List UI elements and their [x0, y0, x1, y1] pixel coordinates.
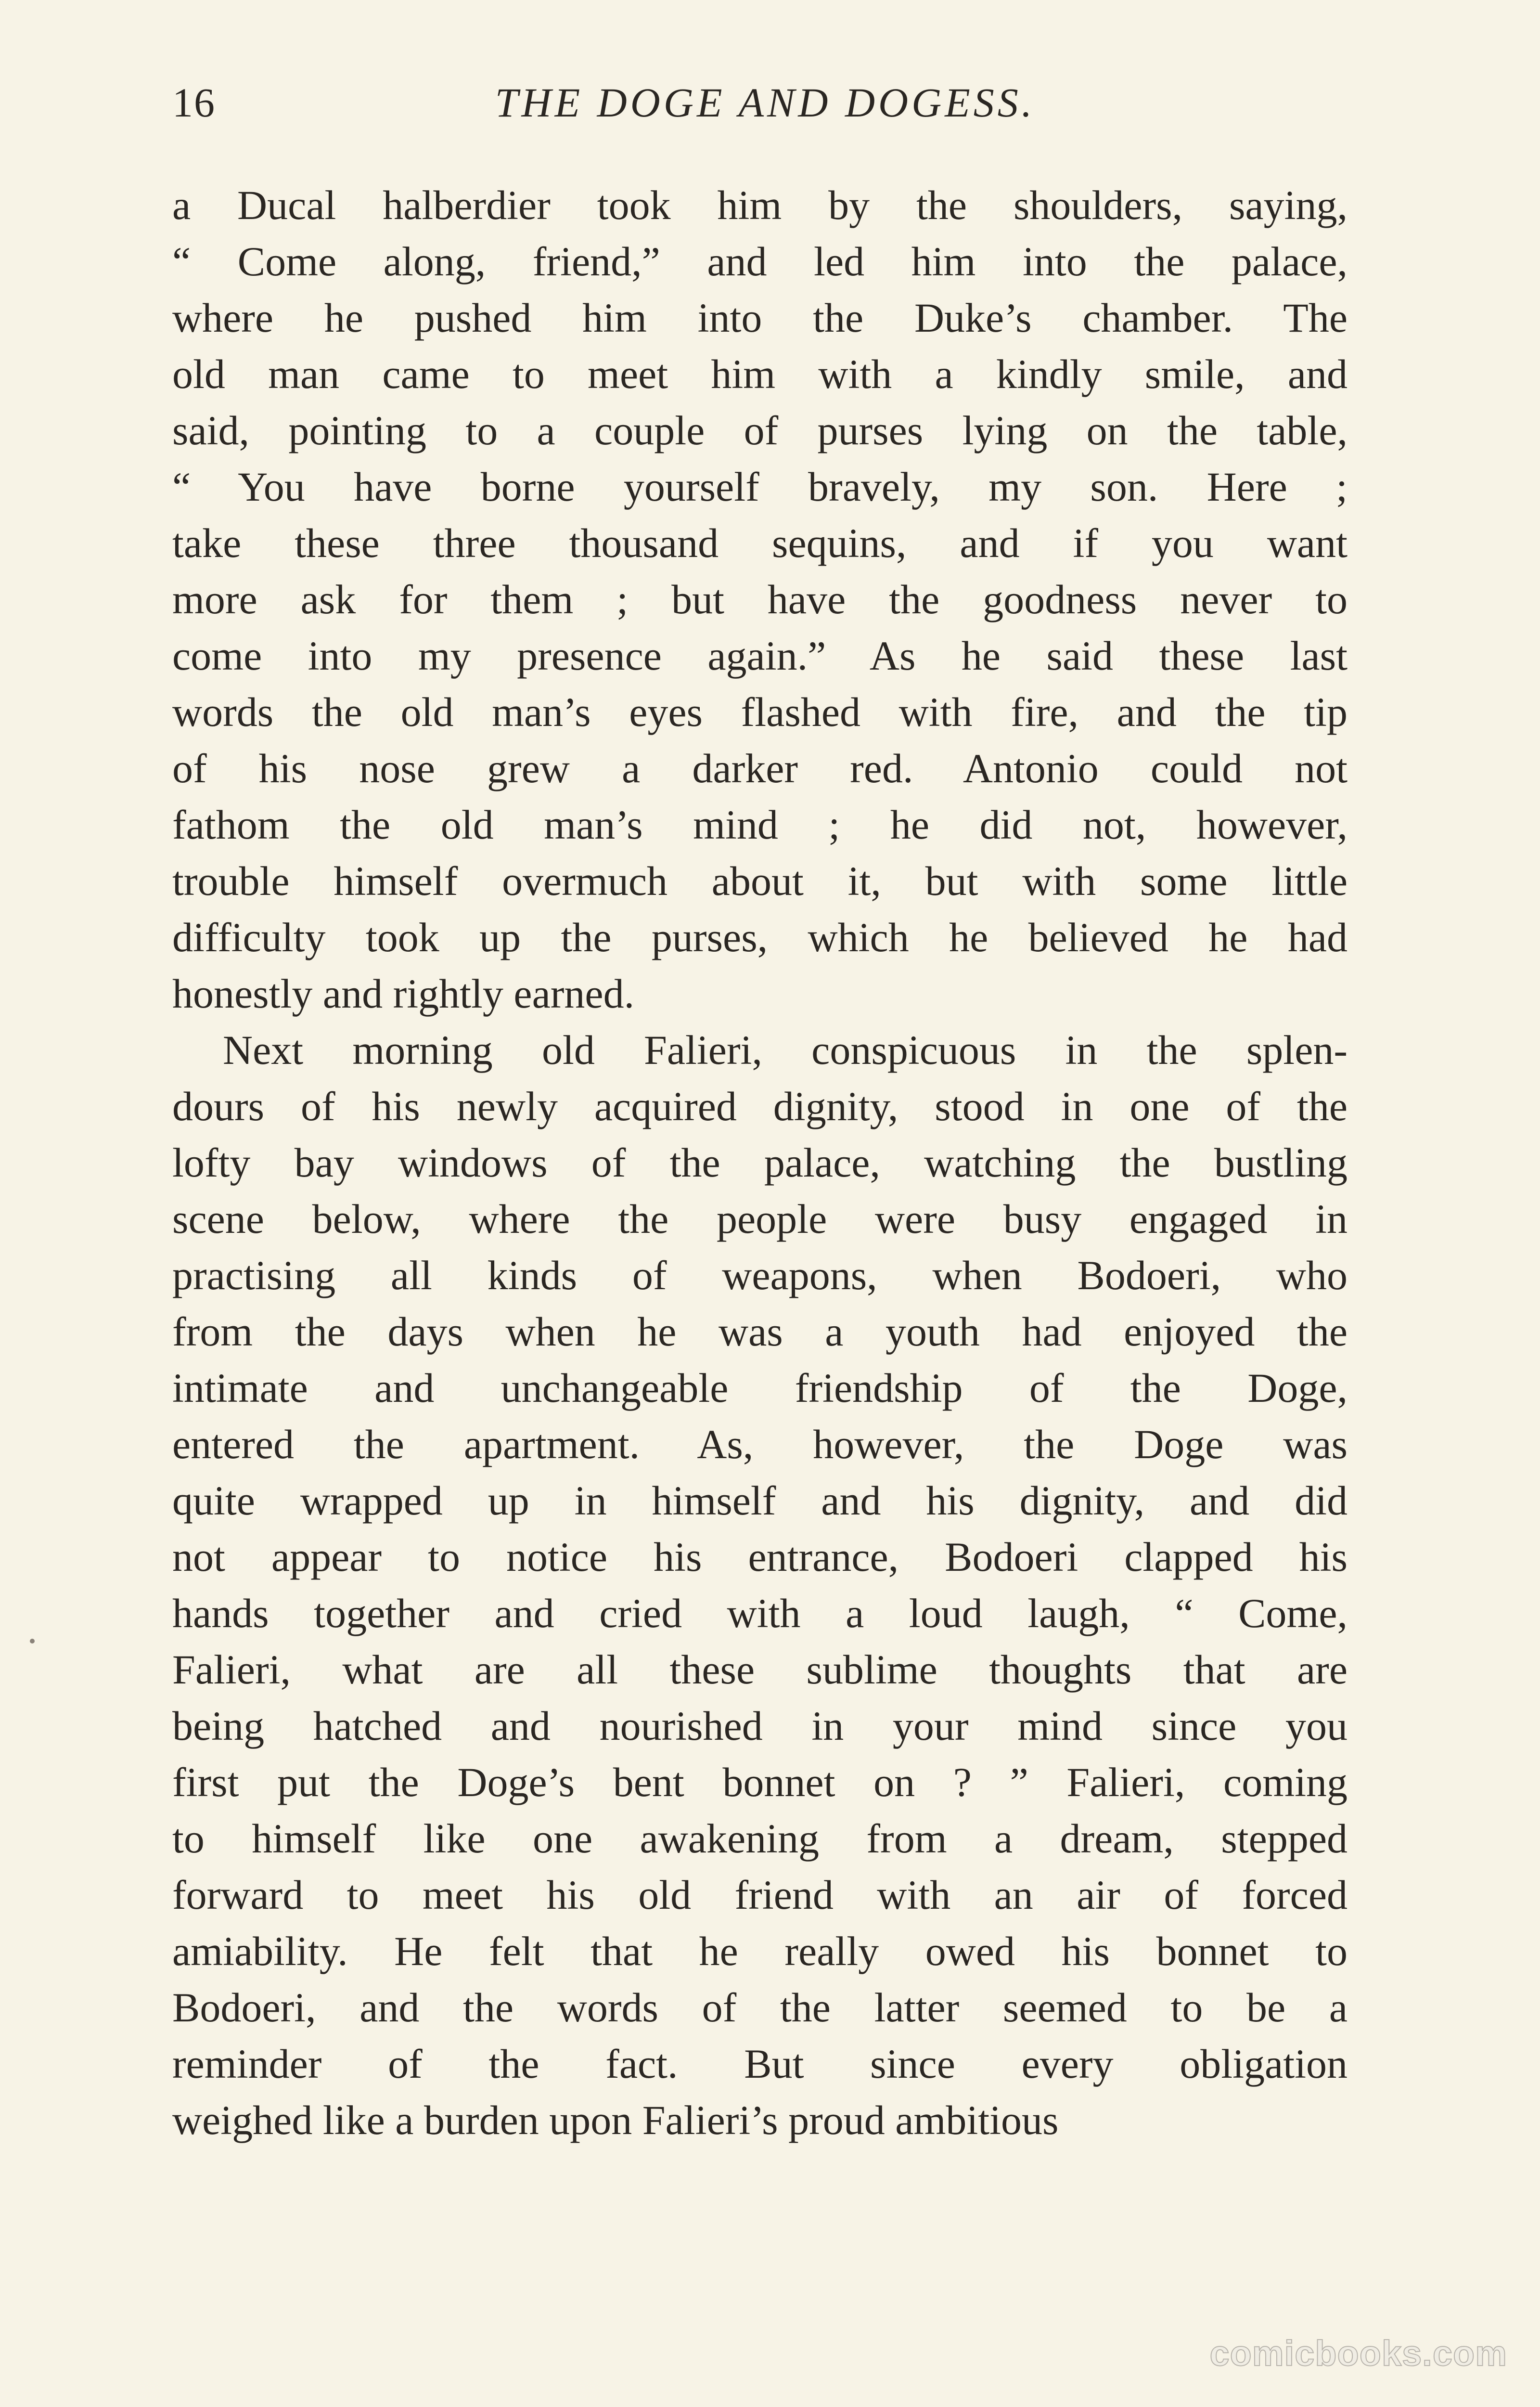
text-line: where he pushed him into the Duke’s chamber. The: [172, 295, 1348, 341]
paragraph: [172, 1022, 1348, 2148]
text-line: come into my presence again.” As he said these last: [172, 633, 1348, 679]
text-line: of his nose grew a darker red. Antonio could not: [172, 745, 1348, 791]
watermark: comicbooks.com: [1209, 2333, 1507, 2373]
text-line: trouble himself overmuch about it, but with some little: [172, 858, 1348, 904]
text-line: weighed like a burden upon Falieri’s proud ambitious: [172, 2097, 1059, 2143]
text-line: not appear to notice his entrance, Bodoeri clapped his: [172, 1534, 1348, 1580]
text-line: amiability. He felt that he really owed his bonnet to: [172, 1928, 1348, 1974]
text-line: “ You have borne yourself bravely, my son. Here ;: [172, 464, 1348, 510]
text-line: quite wrapped up in himself and his dignity, and did: [172, 1477, 1348, 1524]
text-line: take these three thousand sequins, and if you want: [172, 520, 1348, 566]
text-line: dours of his newly acquired dignity, stood in one of the: [172, 1083, 1348, 1129]
running-head: THE DOGE AND DOGESS.: [495, 79, 1036, 126]
text-line: words the old man’s eyes flashed with fire, and the tip: [172, 689, 1348, 735]
text-line: said, pointing to a couple of purses lying on the table,: [172, 407, 1348, 453]
page-number: 16: [172, 79, 216, 126]
text-line: lofty bay windows of the palace, watching the bustling: [172, 1139, 1348, 1186]
text-line: scene below, where the people were busy engaged in: [172, 1196, 1348, 1242]
text-line: reminder of the fact. But since every obligation: [172, 2041, 1348, 2087]
paper-speck: [30, 1639, 35, 1643]
text-line: “ Come along, friend,” and led him into the palace,: [172, 238, 1348, 285]
text-line: hands together and cried with a loud laugh, “ Come,: [172, 1590, 1348, 1636]
text-line: intimate and unchangeable friendship of the Doge,: [172, 1365, 1348, 1411]
body-text: [172, 177, 1348, 2148]
text-line: first put the Doge’s bent bonnet on ? ” Falieri, coming: [172, 1759, 1348, 1805]
text-line: Next morning old Falieri, conspicuous in the splen-: [223, 1027, 1348, 1073]
text-line: old man came to meet him with a kindly smile, and: [172, 351, 1348, 397]
paragraph: [172, 177, 1348, 1022]
text-line: forward to meet his old friend with an air of forced: [172, 1872, 1348, 1918]
text-line: a Ducal halberdier took him by the shoulders, saying,: [172, 182, 1348, 228]
text-line: more ask for them ; but have the goodness never to: [172, 576, 1348, 622]
text-line: entered the apartment. As, however, the Doge was: [172, 1421, 1348, 1467]
text-line: difficulty took up the purses, which he believed he had: [172, 914, 1348, 960]
text-line: to himself like one awakening from a dream, stepped: [172, 1815, 1348, 1862]
text-line: Bodoeri, and the words of the latter seemed to be a: [172, 1984, 1348, 2031]
text-line: Falieri, what are all these sublime thoughts that are: [172, 1646, 1348, 1693]
text-line: fathom the old man’s mind ; he did not, however,: [172, 802, 1348, 848]
text-line: from the days when he was a youth had enjoyed the: [172, 1308, 1348, 1355]
text-line: honestly and rightly earned.: [172, 971, 635, 1017]
text-line: being hatched and nourished in your mind since you: [172, 1703, 1348, 1749]
text-line: practising all kinds of weapons, when Bodoeri, who: [172, 1252, 1348, 1298]
